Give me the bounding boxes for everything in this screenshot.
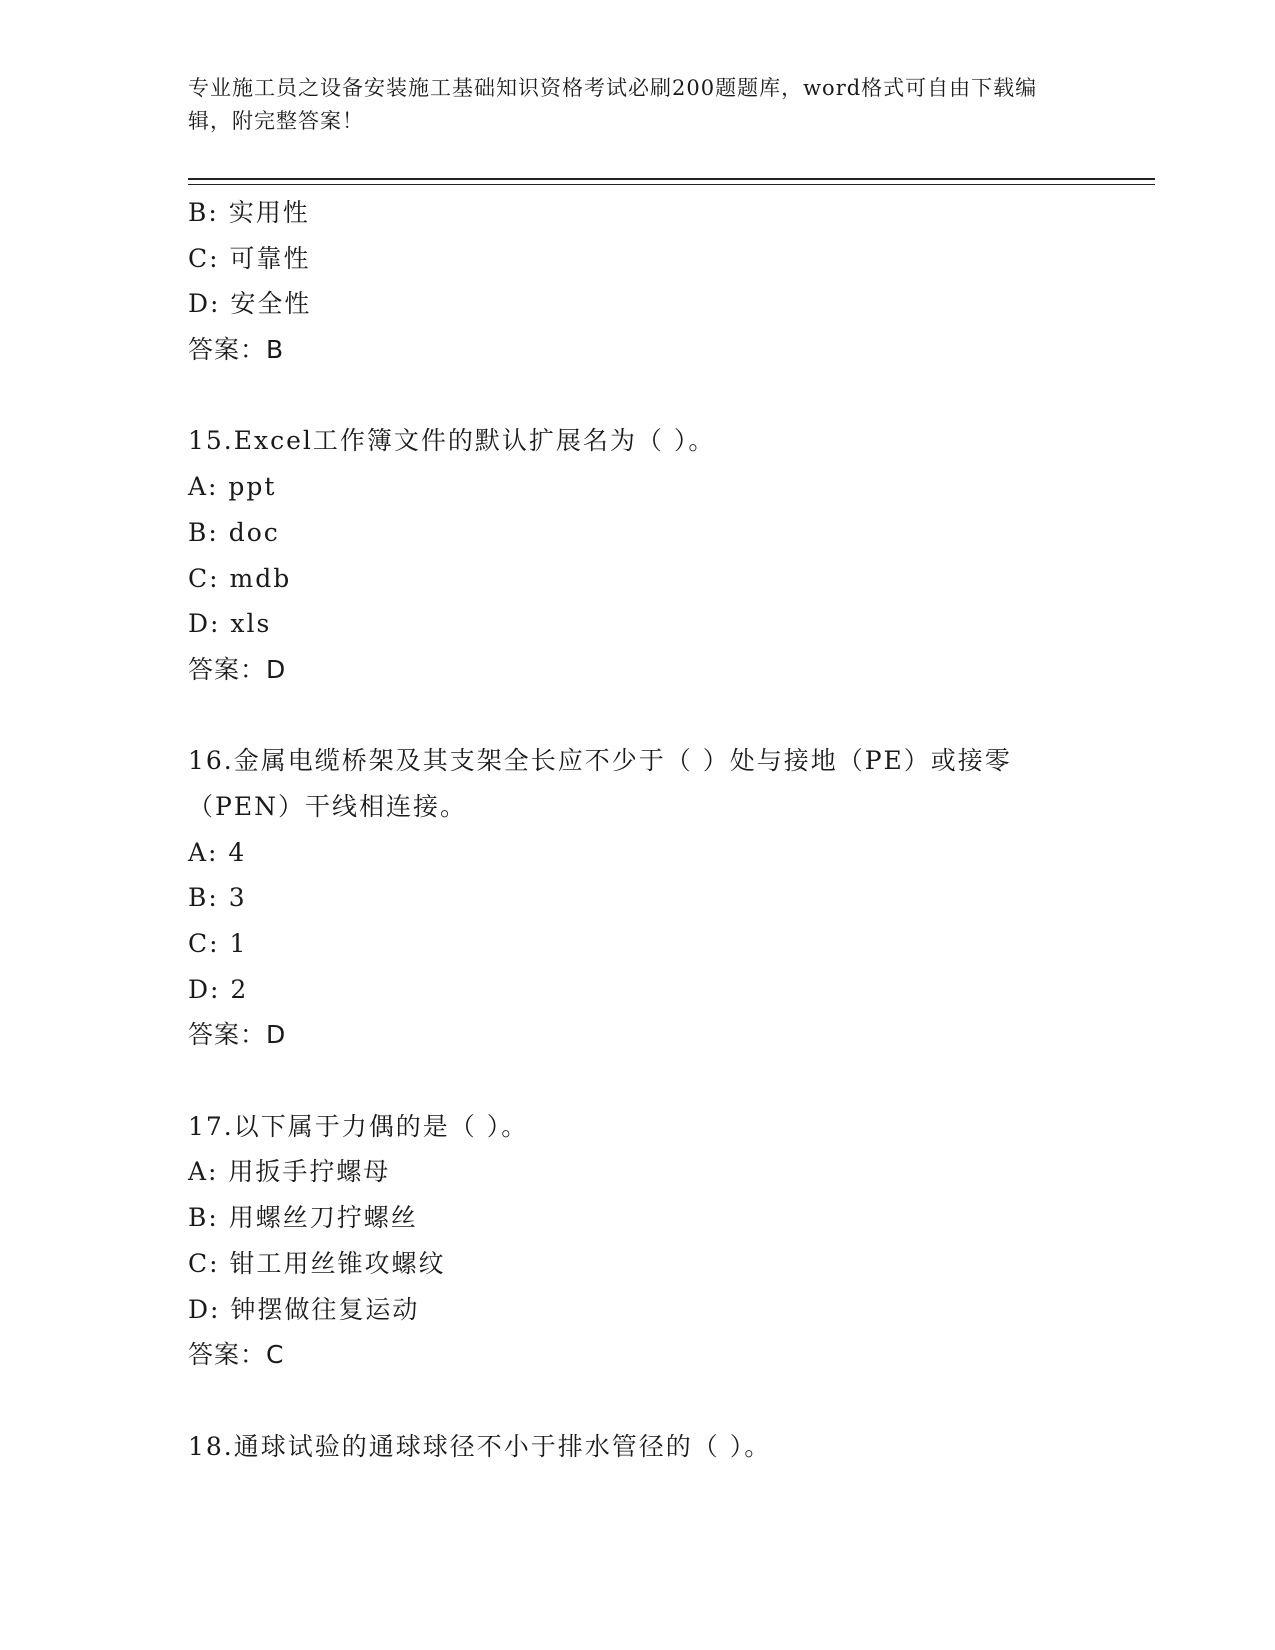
header-divider-thin (188, 184, 1155, 185)
option-a: A: ppt (188, 472, 277, 502)
answer-line: 答案：D (188, 654, 287, 684)
answer-line: 答案：B (188, 335, 285, 365)
option-c: C: mdb (188, 563, 292, 593)
option-d: D: 安全性 (188, 289, 312, 319)
option-b: B: 实用性 (188, 198, 310, 227)
option-b: B: doc (188, 517, 280, 547)
question-stem: 18.通球试验的通球球径不小于排水管径的（ ）。 (188, 1431, 772, 1461)
option-a: A: 用扳手拧螺母 (188, 1157, 391, 1187)
question-16 (188, 738, 1088, 1058)
question-stem: 17.以下属于力偶的是（ ）。 (188, 1111, 529, 1141)
option-c: C: 1 (188, 929, 248, 959)
option-c: C: 可靠性 (188, 243, 311, 273)
option-a: A: 4 (188, 837, 247, 867)
question-18 (188, 1424, 1088, 1470)
spacer (188, 373, 1088, 419)
question-stem: 16.金属电缆桥架及其支架全长应不少于（ ）处与接地（PE）或接零（PEN）干线相连接。 (188, 746, 1012, 821)
option-d: D: 钟摆做往复运动 (188, 1294, 420, 1324)
option-d: D: 2 (188, 974, 249, 1004)
question-content (188, 190, 1088, 1469)
option-b: B: 3 (188, 883, 247, 913)
option-b: B: 用螺丝刀拧螺丝 (188, 1203, 418, 1233)
question-17 (188, 1104, 1088, 1378)
spacer (188, 693, 1088, 739)
answer-line: 答案：D (188, 1020, 287, 1050)
option-c: C: 钳工用丝锥攻螺纹 (188, 1248, 446, 1278)
question-15 (188, 418, 1088, 692)
spacer (188, 1058, 1088, 1104)
document-header: 专业施工员之设备安装施工基础知识资格考试必刷200题题库，word格式可自由下载编辑，附完整答案！ (188, 76, 1038, 133)
partial-question (188, 190, 1088, 373)
spacer (188, 1378, 1088, 1424)
header-divider-thick (188, 178, 1155, 180)
answer-line: 答案：C (188, 1340, 285, 1370)
option-d: D: xls (188, 609, 272, 639)
question-stem: 15.Excel工作簿文件的默认扩展名为（ ）。 (188, 426, 716, 456)
